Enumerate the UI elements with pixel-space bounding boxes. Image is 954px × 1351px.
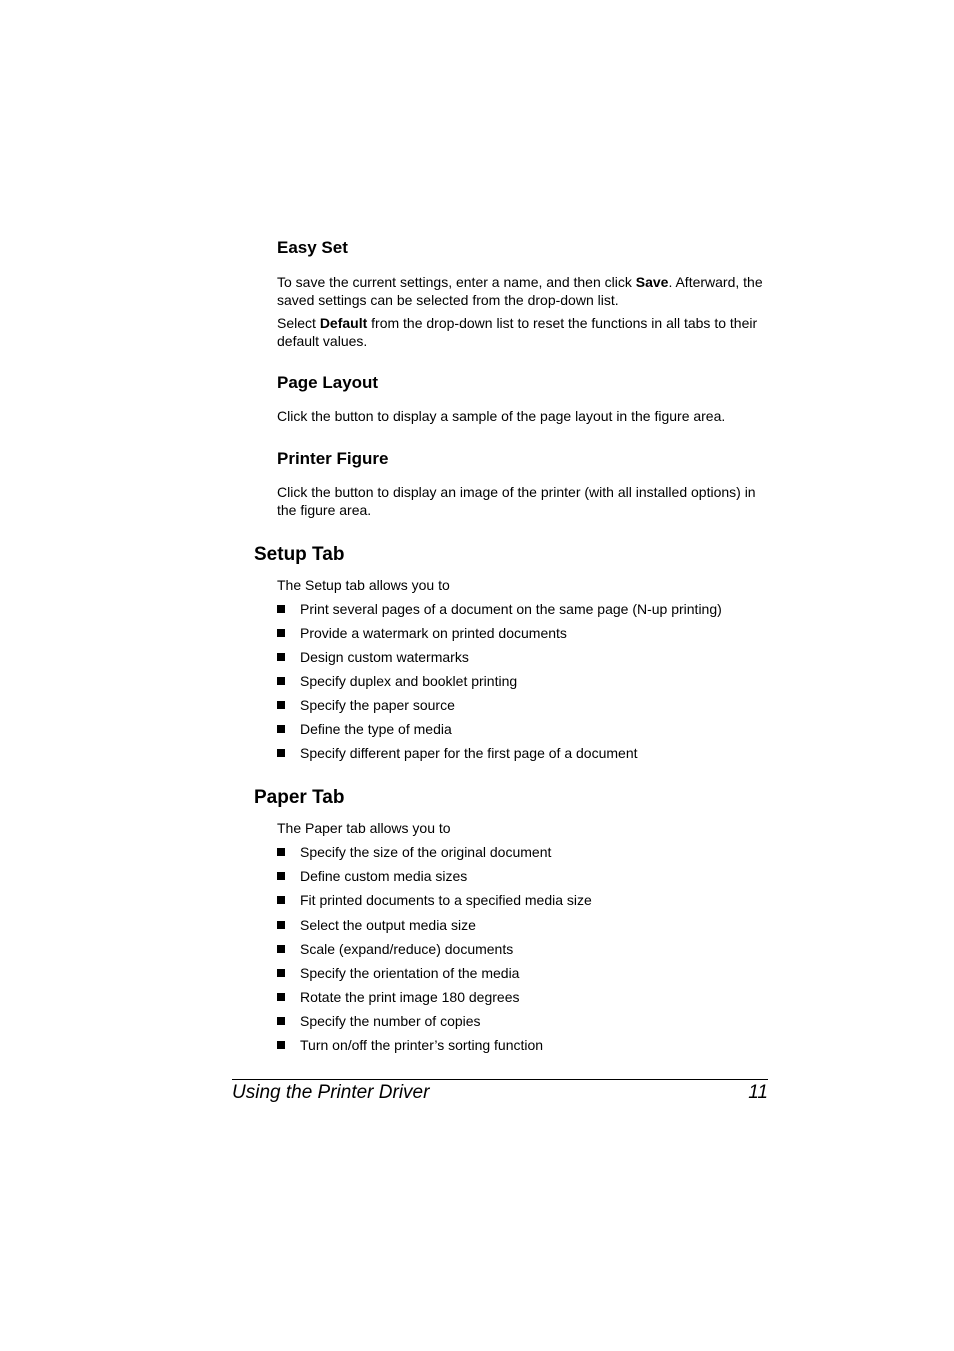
list-item-text: Define the type of media bbox=[300, 721, 452, 737]
list-item-text: Provide a watermark on printed documents bbox=[300, 625, 567, 641]
square-bullet-icon bbox=[277, 969, 285, 977]
list-item-text: Turn on/off the printer’s sorting function bbox=[300, 1037, 544, 1053]
page-layout-paragraph: Click the button to display a sample of the page layout in the figure area. bbox=[277, 408, 726, 424]
square-bullet-icon bbox=[277, 848, 285, 856]
paper-tab-heading: Paper Tab bbox=[254, 787, 345, 808]
list-item-text: Scale (expand/reduce) documents bbox=[300, 941, 514, 957]
square-bullet-icon bbox=[277, 945, 285, 953]
list-item-text: Select the output media size bbox=[300, 917, 476, 933]
square-bullet-icon bbox=[277, 1017, 285, 1025]
square-bullet-icon bbox=[277, 725, 285, 733]
printer-figure-paragraph: Click the button to display an image of the printer (with all installed options) in the figure area. bbox=[277, 484, 756, 518]
printer-figure-heading: Printer Figure bbox=[277, 449, 389, 468]
footer-title: Using the Printer Driver bbox=[232, 1082, 430, 1103]
list-item-text: Rotate the print image 180 degrees bbox=[300, 989, 520, 1005]
square-bullet-icon bbox=[277, 653, 285, 661]
square-bullet-icon bbox=[277, 749, 285, 757]
list-item-text: Fit printed documents to a specified media size bbox=[300, 892, 592, 908]
list-item-text: Specify the size of the original document bbox=[300, 844, 552, 860]
default-term: Default bbox=[319, 315, 368, 331]
list-item-text: Design custom watermarks bbox=[300, 649, 469, 665]
easy-set-paragraph-2 bbox=[277, 315, 769, 350]
list-item-text: Print several pages of a document on the same page (N-up printing) bbox=[300, 601, 722, 617]
list-item-text: Specify the paper source bbox=[300, 697, 455, 713]
paper-tab-intro: The Paper tab allows you to bbox=[277, 820, 451, 836]
easy-set-heading: Easy Set bbox=[277, 238, 348, 257]
page-number: 11 bbox=[748, 1082, 768, 1103]
list-item-text: Specify the number of copies bbox=[300, 1013, 481, 1029]
page-layout-heading: Page Layout bbox=[277, 373, 379, 392]
footer-divider bbox=[232, 1079, 768, 1080]
square-bullet-icon bbox=[277, 605, 285, 613]
list-item-text: Define custom media sizes bbox=[300, 868, 468, 884]
square-bullet-icon bbox=[277, 1041, 285, 1049]
square-bullet-icon bbox=[277, 677, 285, 685]
list-item-text: Specify duplex and booklet printing bbox=[300, 673, 518, 689]
square-bullet-icon bbox=[277, 701, 285, 709]
list-item-text: Specify different paper for the first page of a document bbox=[300, 745, 638, 761]
square-bullet-icon bbox=[277, 872, 285, 880]
easy-set-p1-text-after: . Afterward, the saved settings can be selected from the drop-down list. bbox=[277, 274, 763, 308]
setup-tab-heading: Setup Tab bbox=[254, 544, 345, 565]
setup-tab-intro: The Setup tab allows you to bbox=[277, 577, 450, 593]
easy-set-p2-text: Select bbox=[277, 315, 320, 331]
square-bullet-icon bbox=[277, 629, 285, 637]
square-bullet-icon bbox=[277, 896, 285, 904]
easy-set-p2-text-after: from the drop-down list to reset the functions in all tabs to their default values. bbox=[277, 315, 758, 349]
easy-set-p1-text: To save the current settings, enter a name, and then click bbox=[277, 274, 636, 290]
square-bullet-icon bbox=[277, 921, 285, 929]
square-bullet-icon bbox=[277, 993, 285, 1001]
save-term: Save bbox=[635, 274, 669, 290]
list-item-text: Specify the orientation of the media bbox=[300, 965, 520, 981]
easy-set-paragraph-1 bbox=[277, 274, 769, 309]
